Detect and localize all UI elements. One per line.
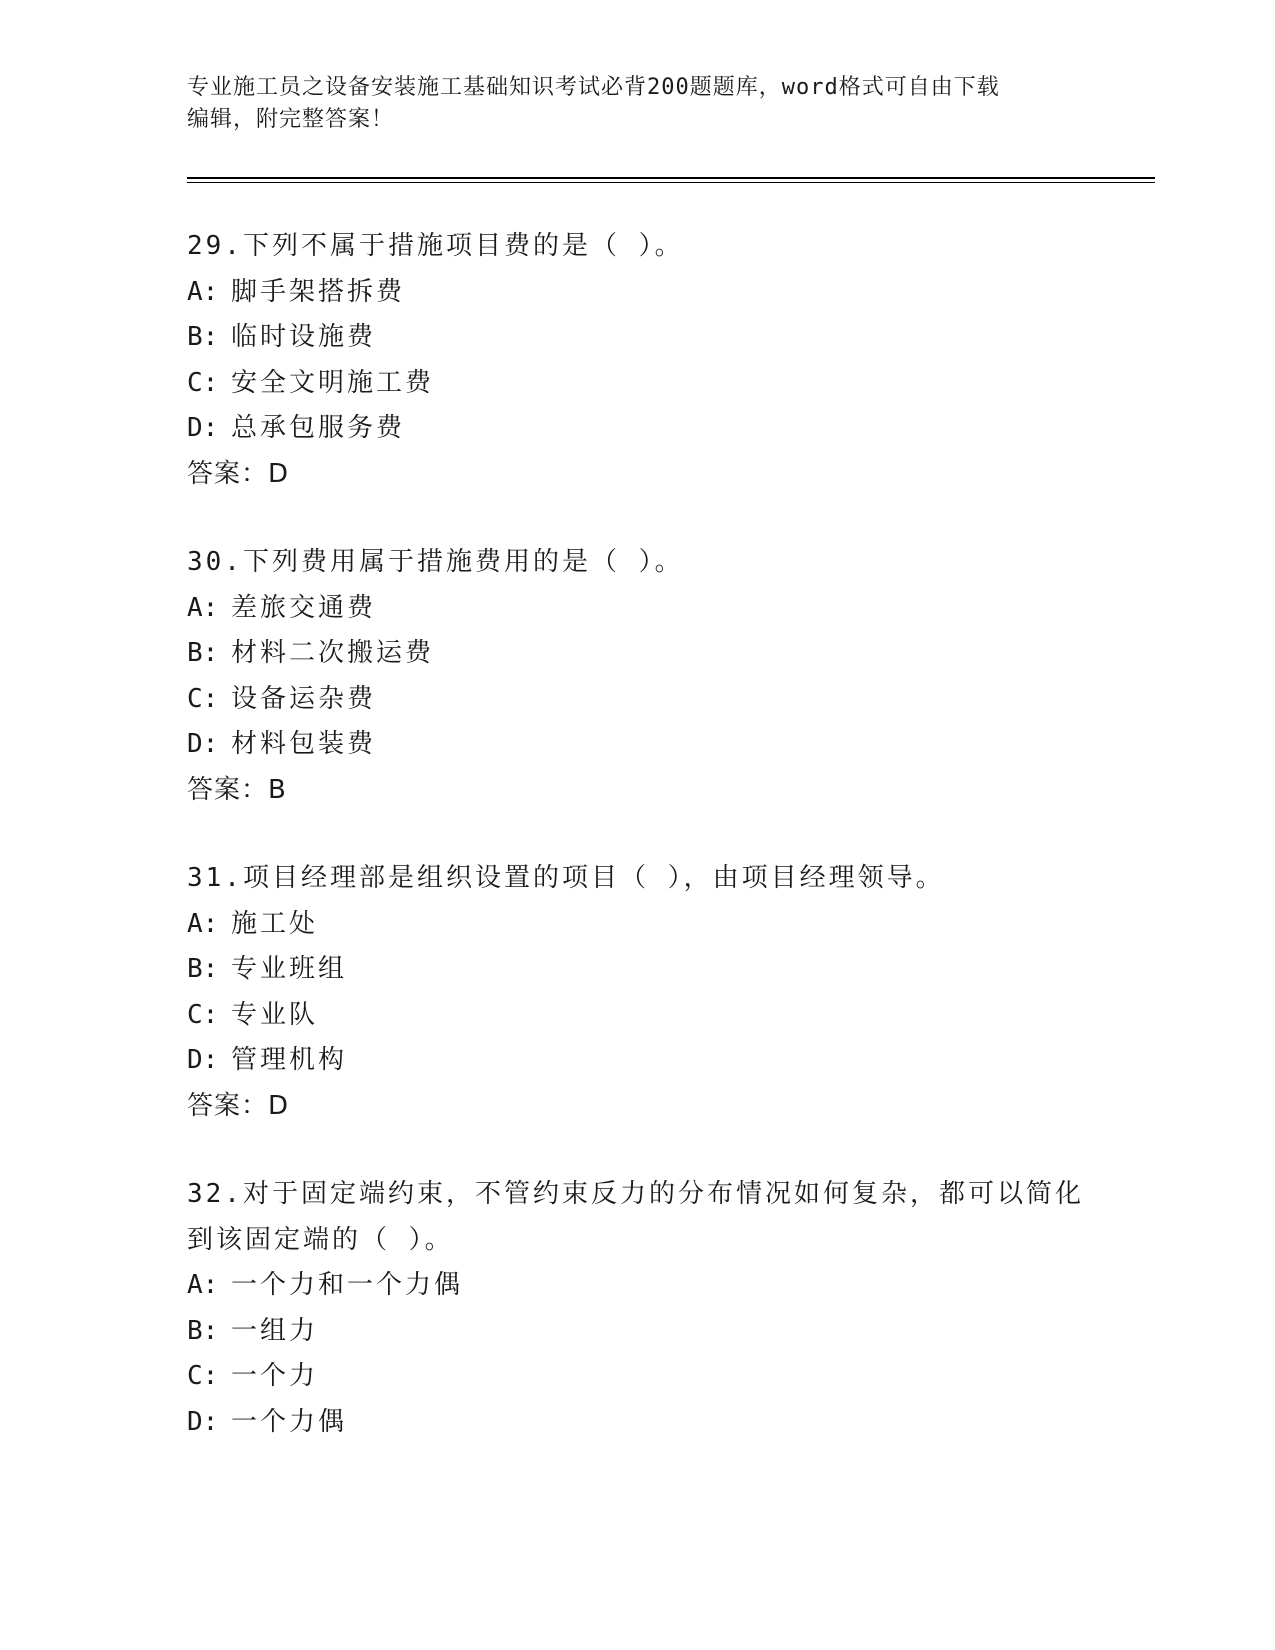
option-key: A: — [187, 592, 219, 623]
option-b — [187, 1309, 1107, 1355]
option-c — [187, 677, 1107, 723]
option-key: A: — [187, 276, 219, 307]
option-a — [187, 270, 1107, 316]
option-key: D: — [187, 1045, 219, 1075]
option-key: B: — [187, 954, 219, 984]
option-key: C: — [187, 367, 219, 398]
option-text: 安全文明施工费 — [231, 367, 435, 398]
option-text: 临时设施费 — [231, 322, 377, 352]
option-a — [187, 586, 1107, 632]
question-29 — [187, 224, 1107, 497]
option-b — [187, 315, 1107, 361]
option-d — [187, 1038, 1107, 1084]
option-key: C: — [187, 1361, 219, 1391]
option-b — [187, 947, 1107, 993]
question-stem: 31.项目经理部是组织设置的项目（ ），由项目经理领导。 — [187, 863, 945, 893]
option-text: 管理机构 — [231, 1045, 348, 1075]
option-key: D: — [187, 729, 219, 759]
option-d — [187, 406, 1107, 452]
answer-line: 答案：B — [187, 774, 287, 805]
answer-line: 答案：D — [187, 458, 290, 489]
option-key: C: — [187, 999, 219, 1030]
option-text: 一组力 — [231, 1315, 319, 1346]
question-31 — [187, 856, 1107, 1129]
option-text: 材料二次搬运费 — [231, 638, 435, 668]
option-text: 脚手架搭拆费 — [231, 276, 406, 307]
option-c — [187, 1354, 1107, 1400]
option-text: 施工处 — [231, 908, 319, 939]
option-d — [187, 722, 1107, 768]
option-a — [187, 1263, 1107, 1309]
option-key: D: — [187, 413, 219, 443]
option-key: B: — [187, 638, 219, 668]
question-stem: 29.下列不属于措施项目费的是（ ）。 — [187, 231, 684, 261]
option-text: 一个力偶 — [231, 1406, 348, 1437]
option-text: 材料包装费 — [231, 729, 377, 759]
option-text: 专业队 — [231, 999, 319, 1030]
header-title-line-1: 专业施工员之设备安装施工基础知识考试必背200题题库，word格式可自由下载 — [187, 75, 1000, 100]
option-b — [187, 631, 1107, 677]
option-text: 设备运杂费 — [231, 683, 377, 714]
option-key: B: — [187, 322, 219, 352]
question-stem-continued: 到该固定端的（ ）。 — [187, 1224, 454, 1255]
option-key: B: — [187, 1315, 219, 1346]
document-header — [187, 72, 1087, 136]
option-key: A: — [187, 1270, 219, 1300]
option-c — [187, 361, 1107, 407]
option-key: C: — [187, 683, 219, 714]
option-key: D: — [187, 1406, 219, 1437]
option-text: 一个力 — [231, 1361, 319, 1391]
option-text: 总承包服务费 — [231, 413, 406, 443]
option-text: 专业班组 — [231, 954, 348, 984]
header-divider-thick — [187, 177, 1155, 179]
question-stem: 32.对于固定端约束，不管约束反力的分布情况如何复杂，都可以简化 — [187, 1179, 1084, 1209]
option-key: A: — [187, 908, 219, 939]
question-30 — [187, 540, 1107, 813]
option-a — [187, 902, 1107, 948]
option-c — [187, 993, 1107, 1039]
option-text: 差旅交通费 — [231, 592, 377, 623]
option-text: 一个力和一个力偶 — [231, 1270, 464, 1300]
option-d — [187, 1400, 1107, 1446]
question-32 — [187, 1172, 1107, 1445]
header-divider-thin — [187, 182, 1155, 183]
header-title-line-2: 编辑，附完整答案！ — [187, 107, 395, 132]
answer-line: 答案：D — [187, 1090, 290, 1121]
question-stem: 30.下列费用属于措施费用的是（ ）。 — [187, 547, 684, 577]
